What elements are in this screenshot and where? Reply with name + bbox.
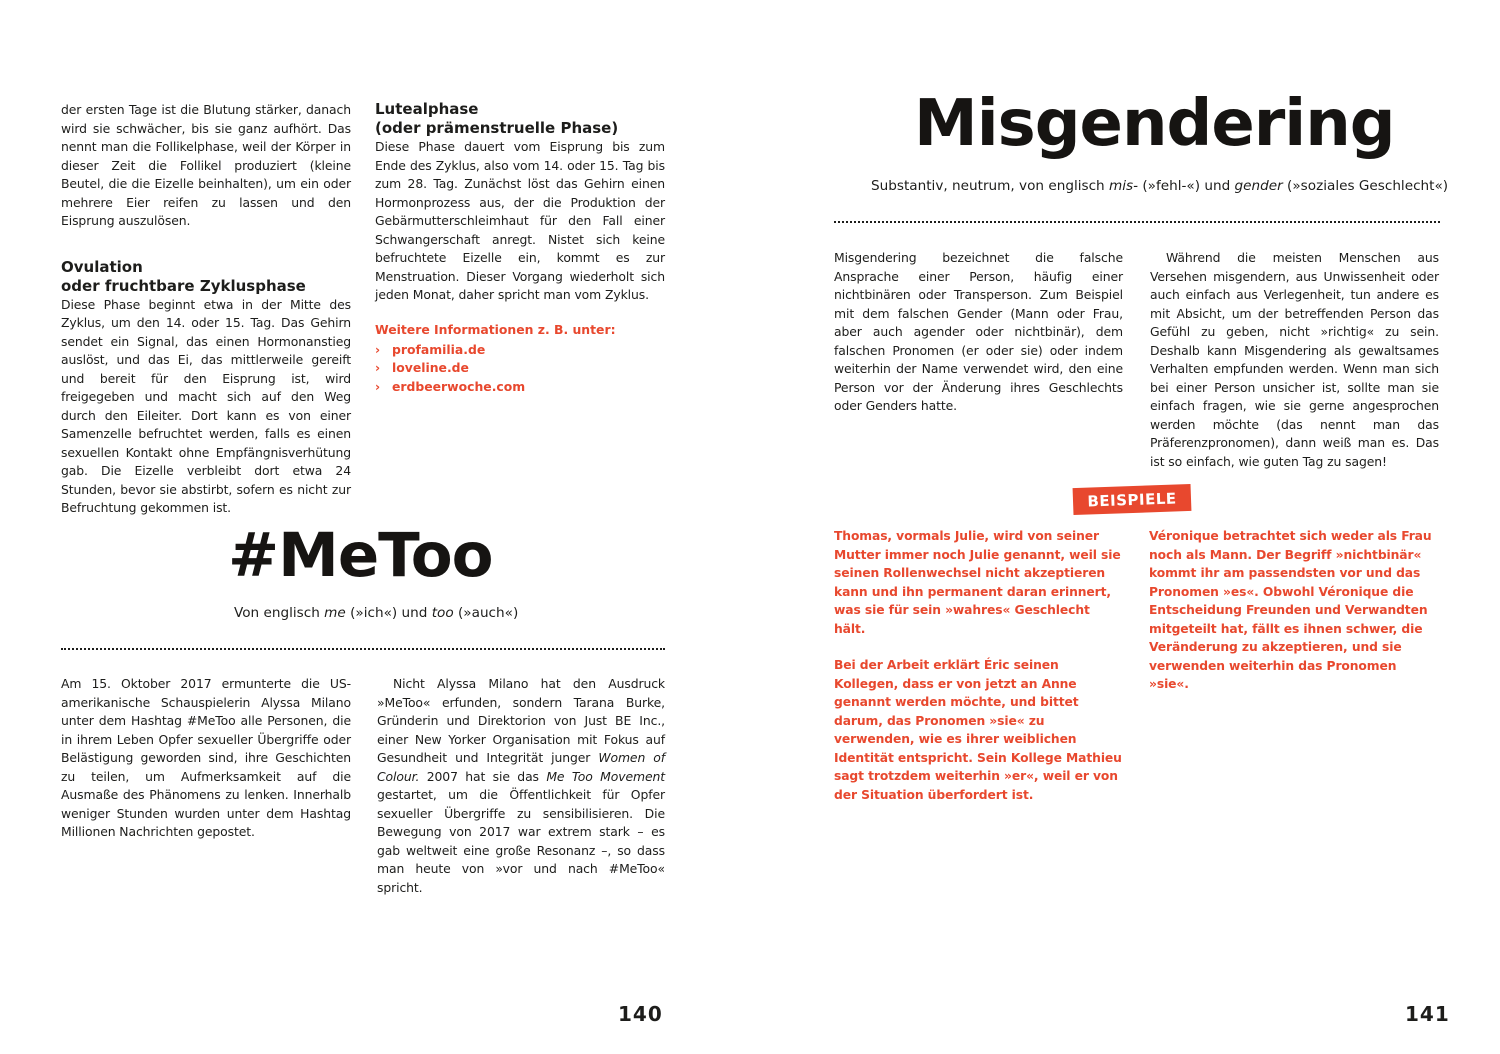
ovulation-text: Diese Phase beginnt etwa in der Mitte des Zyklus, um den 14. oder 15. Tag. Das Gehirn sendet ein Signal, das einen Hormonanstieg auslöst, und das Ei, das mittlerweile gereift und bereit für den Eisprung ist, wird freigegeben und macht sich auf den Weg durch den Eileiter. Dort kann es von einer Samenzelle befruchtet werden, falls es einen sexuellen Kontakt ohne Empfängnisverhütung gab. Die Eizelle verbleibt dort etwa 24 Stunden, bevor sie abstirbt, sofern es nicht zur Befruchtung gekommen ist. (61, 296, 351, 515)
metoo-subtitle-too: too (431, 605, 454, 621)
ovulation-heading (61, 258, 351, 296)
examples-badge: BEISPIELE (1073, 484, 1192, 515)
examples-column-1 (834, 527, 1123, 804)
metoo-text-2-part2: 2007 hat sie das (419, 768, 547, 784)
link-label: loveline.de (392, 360, 469, 376)
misgendering-column-2 (1150, 249, 1439, 471)
page-number-right: 141 (1405, 1002, 1450, 1026)
cycle-column-1 (61, 101, 351, 518)
metoo-column-2 (377, 675, 665, 897)
metoo-text-1: Am 15. Oktober 2017 ermunterte die US-amerikanische Schauspielerin Alyssa Milano unter dem Hashtag #MeToo alle Personen, die in ihrem Leben Opfer sexueller Übergriffe oder Belästigung geworden sind, ihre Geschichten zu teilen, um Aufmerksamkeit auf die Ausmaße des Phänomens zu lenken. Innerhalb weniger Stunden wurden unter dem Hashtag Millionen Nachrichten gepostet. (61, 676, 351, 839)
metoo-title: #MeToo (228, 520, 493, 591)
misgendering-subtitle-mis: mis- (1109, 178, 1139, 194)
misgendering-text-2: Während die meisten Menschen aus Versehen misgendern, aus Unwissenheit oder auch einfach aus Verlegenheit, tun andere es mit Absicht, um der betreffenden Person das Gefühl zu geben, nicht »richtig« zu sein. Deshalb kann Misgendering als gewaltsames Verhalten empfunden werden. Wenn man sich bei einer Person unsicher ist, sollte man sie einfach fragen, wie sie gerne angesprochen werden möchte (das nennt man das Präferenzpronomen), dann weiß man es. Das ist so einfach, wie guten Tag zu sagen! (1150, 250, 1439, 469)
luteal-text: Diese Phase dauert vom Eisprung bis zum Ende des Zyklus, also vom 14. oder 15. Tag bis zum 28. Tag. Zunächst löst das Gehirn einen Hormonprozess aus, der die Produktion der Gebärmutterschleimhaut für den Fall einer Schwangerschaft anregt. Nistet sich keine befruchtete Eizelle ein, kommt es zur Menstruation. Dieser Vorgang wiederholt sich jeden Monat, daher spricht man vom Zyklus. (375, 139, 665, 302)
misgendering-dotted-divider (834, 221, 1440, 223)
metoo-subtitle-mid: (»ich«) und (345, 605, 432, 621)
misgendering-subtitle-gender: gender (1234, 178, 1283, 194)
metoo-text-2-italic2: Me Too Movement (546, 768, 665, 784)
link-label: profamilia.de (392, 341, 486, 357)
metoo-text-2-part3: gestartet, um die Öffentlichkeit für Opfer sexueller Übergriffe zu sensibilisieren. Die Bewegung von 2017 war extrem stark – es gab weltweit eine große Resonanz –, so dass man heute von »vor und nach #MeToo« spricht. (377, 787, 665, 895)
chevron-right-icon: › (375, 360, 381, 376)
metoo-subtitle-me: me (324, 605, 346, 621)
link-profamilia[interactable] (375, 341, 665, 360)
page-number-left: 140 (618, 1002, 663, 1026)
chevron-right-icon: › (375, 378, 381, 394)
example-thomas: Thomas, vormals Julie, wird von seiner Mutter immer noch Julie genannt, weil sie seinen Rollenwechsel nicht akzeptieren kann und ihn permanent daran erinnert, was sie für sein »wahres« Geschlecht hält. (834, 529, 1121, 636)
metoo-text-2 (377, 675, 665, 897)
misgendering-subtitle-prefix: Substantiv, neutrum, von englisch (871, 178, 1109, 194)
luteal-heading (375, 100, 665, 138)
metoo-column-1 (61, 675, 351, 842)
link-label: erdbeerwoche.com (392, 378, 526, 394)
metoo-text-2-part1: Nicht Alyssa Milano hat den Ausdruck »MeToo« erfunden, sondern Tarana Burke, Gründerin und Direktorion von Just BE Inc., einer New Yorker Organisation mit Fokus auf Gesundheit und Integrität junger (377, 676, 665, 765)
ovulation-heading-line1: Ovulation (61, 257, 143, 276)
metoo-subtitle-suffix: (»auch«) (453, 605, 519, 621)
examples-column-2 (1149, 527, 1439, 694)
link-erdbeerwoche[interactable] (375, 378, 665, 397)
misgendering-text-1: Misgendering bezeichnet die falsche Ansprache einer Person, häufig einer nichtbinären oder Transperson. Zum Beispiel mit dem falschen Gender (Mann oder Frau, aber auch agender oder nichtbinär), dem falschen Pronomen (er oder sie) oder indem weiterhin der Name verwendet wird, den eine Person vor der Änderung ihres Geschlechts oder Genders hatte. (834, 250, 1123, 413)
info-heading: Weitere Informationen z. B. unter: (375, 321, 616, 337)
misgendering-column-1 (834, 249, 1123, 416)
link-loveline[interactable] (375, 359, 665, 378)
misgendering-subtitle-suffix: (»soziales Geschlecht«) (1282, 178, 1449, 194)
misgendering-subtitle-mid: (»fehl-«) und (1138, 178, 1235, 194)
example-veronique: Véronique betrachtet sich weder als Frau noch als Mann. Der Begriff »nichtbinär« kommt ihr am passendsten vor und das Pronomen »es«. Obwohl Véronique die Entscheidung Freunden und Verwandten mitgeteilt hat, fällt es ihnen schwer, die Veränderung zu akzeptieren, und sie verwenden weiterhin das Pronomen »sie«. (1149, 529, 1432, 691)
misgendering-title: Misgendering (914, 87, 1395, 161)
metoo-subtitle (234, 604, 518, 622)
info-links (375, 341, 665, 397)
misgendering-subtitle (871, 177, 1448, 195)
metoo-text-2-italic1: Women of Colour. (377, 750, 665, 784)
cycle-column-2 (375, 100, 665, 396)
ovulation-heading-line2: oder fruchtbare Zyklusphase (61, 276, 306, 295)
chevron-right-icon: › (375, 341, 381, 357)
metoo-dotted-divider (61, 648, 665, 650)
follicle-phase-text: der ersten Tage ist die Blutung stärker, danach wird sie schwächer, bis sie ganz aufhört. Das nennt man die Follikelphase, weil der Körper in dieser Zeit die Follikel produziert (kleine Beutel, die die Eizelle beinhalten), um ein oder mehrere Eier reifen zu lassen und den Eisprung auszulösen. (61, 102, 351, 228)
right-page (750, 0, 1500, 1054)
example-eric: Bei der Arbeit erklärt Éric seinen Kollegen, dass er von jetzt an Anne genannt werden möchte, und bittet darum, das Pronomen »sie« zu verwenden, wie es ihrer weiblichen Identität entspricht. Sein Kollege Mathieu sagt trotzdem weiterhin »er«, weil er von der Situation überfordert ist. (834, 658, 1122, 802)
luteal-heading-line1: Lutealphase (375, 100, 479, 118)
metoo-subtitle-prefix: Von englisch (234, 605, 325, 621)
luteal-heading-line2: (oder prämenstruelle Phase) (375, 119, 619, 137)
